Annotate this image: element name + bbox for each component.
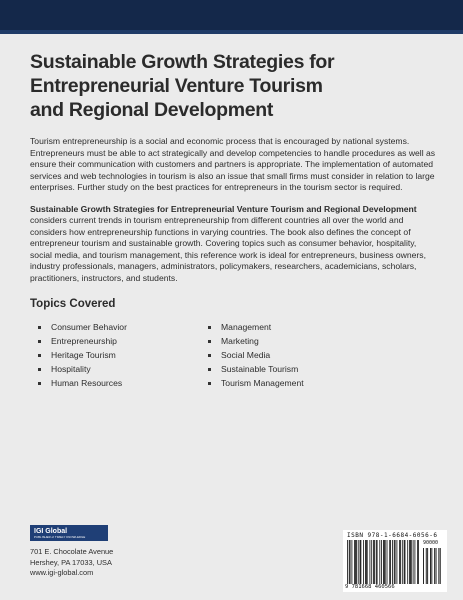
bullet-icon: [208, 354, 211, 357]
barcode-bar: [397, 540, 398, 584]
barcode-bar: [361, 540, 362, 584]
barcode-bars-icon: [347, 540, 443, 584]
topic-item: [208, 320, 378, 334]
topic-label: Tourism Management: [221, 378, 304, 388]
bullet-icon: [208, 326, 211, 329]
bullet-icon: [208, 382, 211, 385]
barcode-addon-bar: [438, 548, 439, 584]
barcode-bar: [417, 540, 418, 584]
topic-label: Entrepreneurship: [51, 336, 117, 346]
barcode-addon-bar: [426, 548, 427, 584]
barcode-bar: [392, 540, 393, 584]
barcode-bar: [365, 540, 366, 584]
barcode-bar: [349, 540, 350, 584]
barcode-bar: [409, 540, 410, 584]
barcode-bar: [366, 540, 367, 584]
topics-heading: Topics Covered: [30, 298, 116, 310]
barcode-bar: [394, 540, 395, 584]
barcode-bar: [387, 540, 388, 584]
barcode-bar: [381, 540, 382, 584]
back-cover-content: [30, 50, 440, 390]
barcode-bar: [413, 540, 414, 584]
barcode-bar: [354, 540, 355, 584]
barcode-bar: [418, 540, 419, 584]
topics-column-right: [208, 320, 378, 390]
publisher-address-line: 701 E. Chocolate Avenue: [30, 547, 114, 556]
barcode-bar: [383, 540, 384, 584]
description-paragraph-1: Tourism entrepreneurship is a social and economic process that is encouraged by national systems. Entrepreneurs must be able to act strategically and develop competencies to handle procedures as well as ensure their communication with customers and partners is appropriate. The implementation of automated services and web technologies in tourism is also an issue that small firms must consider in relation to large enterprises. Further study on the best practices for entrepreneurs in the tourism sector is required.: [30, 136, 436, 192]
barcode-bar: [395, 540, 396, 584]
topic-item: [208, 376, 378, 390]
barcode-bar: [373, 540, 374, 584]
topic-label: Social Media: [221, 350, 271, 360]
barcode-bar: [410, 540, 411, 584]
topic-label: Marketing: [221, 336, 259, 346]
barcode-addon-bar: [434, 548, 435, 584]
isbn-number: ISBN 978-1-6684-6056-6: [347, 532, 438, 539]
barcode-bar: [379, 540, 380, 584]
barcode-bar: [404, 540, 405, 584]
barcode-bar: [363, 540, 364, 584]
barcode-addon-bar: [423, 548, 424, 584]
bullet-icon: [38, 382, 41, 385]
barcode-bar: [352, 540, 353, 584]
topic-item: [38, 320, 208, 334]
topic-label: Consumer Behavior: [51, 322, 127, 332]
barcode-bar: [407, 540, 408, 584]
topic-item: [208, 362, 378, 376]
barcode-addon-bar: [430, 548, 431, 584]
barcode-bar: [356, 540, 357, 584]
book-title-inline: Sustainable Growth Strategies for Entrepreneurial Venture Tourism and Regional Development: [30, 203, 417, 214]
barcode-bar: [360, 540, 361, 584]
barcode-bar: [402, 540, 403, 584]
topic-label: Human Resources: [51, 378, 123, 388]
barcode-bar: [399, 540, 400, 584]
topic-item: [38, 362, 208, 376]
topic-label: Hospitality: [51, 364, 91, 374]
topic-label: Heritage Tourism: [51, 350, 116, 360]
isbn-barcode: [343, 530, 447, 592]
barcode-addon-number: 90000: [423, 540, 439, 546]
barcode-bar: [371, 540, 372, 584]
topic-item: [208, 348, 378, 362]
barcode-bar: [376, 540, 377, 584]
bullet-icon: [208, 368, 211, 371]
publisher-logo: [30, 525, 108, 541]
barcode-addon-bar: [440, 548, 441, 584]
barcode-bar: [347, 540, 348, 584]
publisher-logo-text: IGI Global: [34, 527, 68, 535]
barcode-bar: [355, 540, 356, 584]
topic-item: [38, 348, 208, 362]
description-paragraph-2-text: considers current trends in tourism entrepreneurship from different countries all over the world and considers how entrepreneurship functions in varying countries. The book also defines the concept of entrepreneur tourism and sustainable growth. Covering topics such as consumer behavior, hospitality, social media, and tourism management, this reference work is ideal for entrepreneurs, business owners, industry professionals, managers, administrators, policymakers, researchers, academicians, scholars, practitioners, instructors, and students.: [30, 215, 426, 283]
barcode-bar: [370, 540, 371, 584]
barcode-bar: [385, 540, 386, 584]
barcode-addon-bar: [431, 548, 432, 584]
bullet-icon: [38, 354, 41, 357]
title-line: Sustainable Growth Strategies for: [30, 51, 335, 73]
title-line: and Regional Development: [30, 99, 274, 121]
title-line: Entrepreneurial Venture Tourism: [30, 75, 323, 97]
ean-number: 9 781668 460566: [345, 584, 395, 590]
barcode-bar: [400, 540, 401, 584]
bullet-icon: [38, 340, 41, 343]
topics-column-left: [38, 320, 208, 390]
barcode-bar: [405, 540, 406, 584]
topics-list: [38, 320, 440, 390]
bullet-icon: [208, 340, 211, 343]
top-color-band: [0, 0, 463, 34]
bullet-icon: [38, 326, 41, 329]
topic-label: Management: [221, 322, 272, 332]
bullet-icon: [38, 368, 41, 371]
book-title: [30, 50, 440, 122]
barcode-bar: [350, 540, 351, 584]
barcode-bar: [411, 540, 412, 584]
publisher-website: www.igi-global.com: [30, 568, 94, 577]
barcode-bar: [384, 540, 385, 584]
publisher-block: [30, 525, 113, 579]
barcode-bar: [389, 540, 390, 584]
barcode-bar: [415, 540, 416, 584]
topic-item: [38, 376, 208, 390]
barcode-addon-bar: [427, 548, 428, 584]
barcode-bar: [358, 540, 359, 584]
topic-item: [38, 334, 208, 348]
barcode-bar: [367, 540, 368, 584]
barcode-addon-bar: [436, 548, 437, 584]
description-paragraph-2: [30, 204, 440, 285]
topic-label: Sustainable Tourism: [221, 364, 299, 374]
publisher-address-line: Hershey, PA 17033, USA: [30, 557, 112, 567]
barcode-bar: [377, 540, 378, 584]
topic-item: [208, 334, 378, 348]
top-band-accent: [0, 30, 463, 34]
barcode-bar: [374, 540, 375, 584]
publisher-logo-tagline: PUBLISHER of TIMELY KNOWLEDGE: [34, 534, 86, 539]
barcode-bar: [390, 540, 391, 584]
